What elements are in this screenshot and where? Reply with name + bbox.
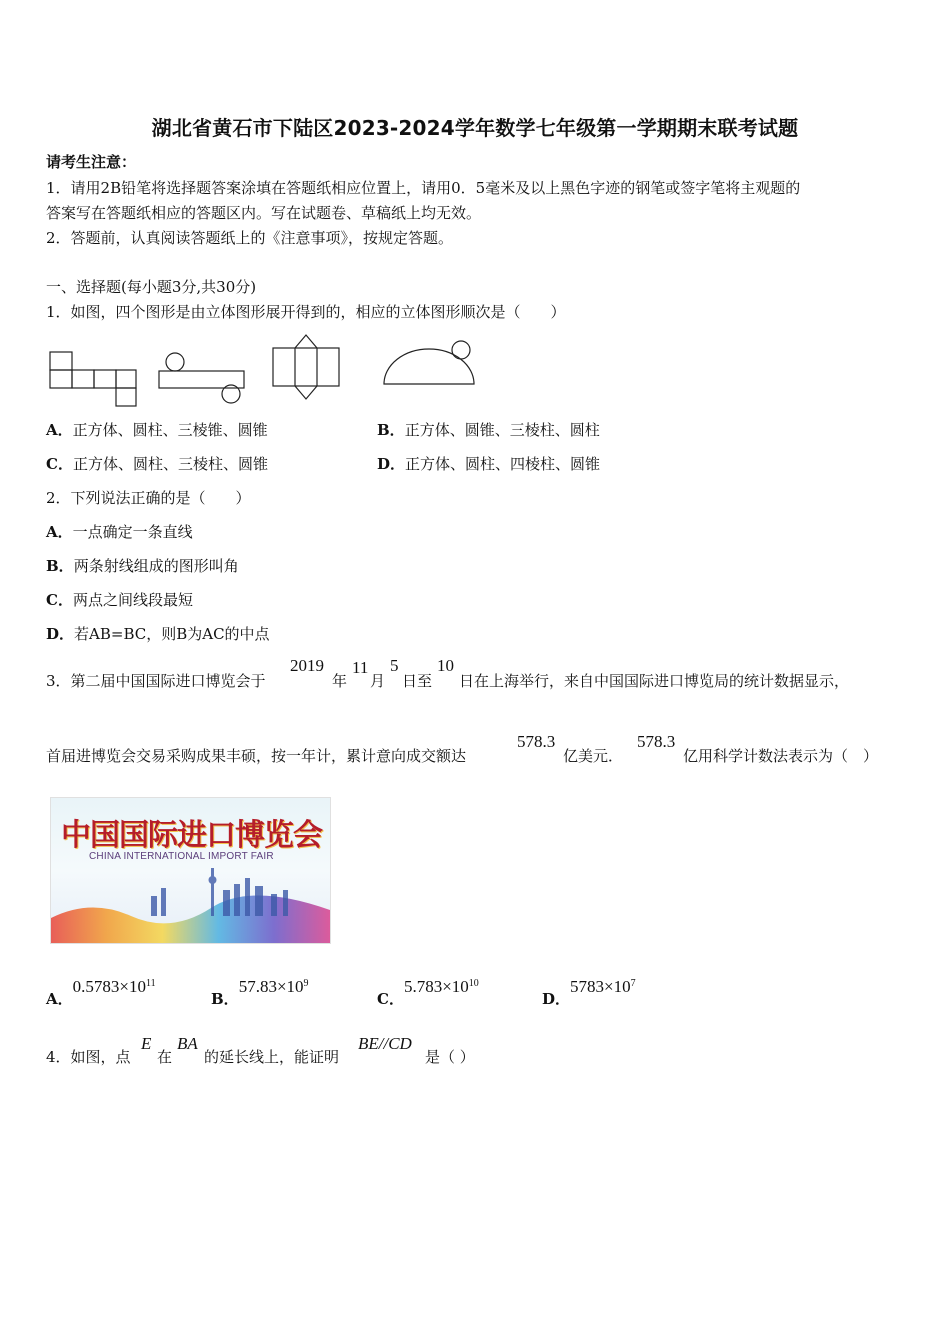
question-1-stem: 1．如图，四个图形是由立体图形展开得到的，相应的立体图形顺次是（ ） (46, 303, 566, 321)
option-label: A． (46, 990, 73, 1008)
q3-amount-1: 578.3 (517, 732, 556, 751)
q3-option-c[interactable] (377, 976, 479, 1008)
option-text: 正方体、圆柱、三棱柱、圆锥 (72, 455, 268, 473)
option-text: 两点之间线段最短 (72, 591, 193, 609)
option-text: 一点确定一条直线 (72, 523, 193, 541)
banner-title-cn: 中国国际进口博览会 (61, 818, 322, 853)
question-3-text-4: 亿美元． (563, 747, 624, 765)
option-label: B． (211, 990, 239, 1008)
question-3-text-3: 首届进博览会交易采购成果丰硕，按一年计，累计意向成交额达 (46, 747, 467, 765)
question-4-text-1: 4．如图，点 (46, 1048, 131, 1066)
q3-amount-2: 578.3 (637, 732, 676, 751)
banner-title-en: CHINA INTERNATIONAL IMPORT FAIR (89, 851, 274, 862)
question-3-text-1: 3．第二届中国国际进口博览会于 (46, 672, 266, 690)
q3-month: 11 (352, 658, 369, 677)
option-label: A． (46, 523, 73, 541)
option-label: D． (46, 625, 75, 643)
option-base: 5783×10 (570, 977, 631, 996)
option-exponent: 10 (468, 978, 479, 989)
notice-item-1-cont: 答案写在答题纸相应的答题区内。写在试题卷、草稿纸上均无效。 (46, 204, 482, 222)
q3-day-unit: 日至 (402, 672, 433, 690)
option-label: B． (46, 557, 74, 575)
cone-net-figure (384, 341, 474, 384)
question-4-text-3: 的延长线上，能证明 (204, 1048, 340, 1066)
option-label: A． (46, 421, 73, 439)
q3-option-d[interactable] (542, 976, 636, 1008)
option-label: D． (377, 455, 406, 473)
option-exponent: 11 (145, 978, 156, 989)
q4-line-ba: BA (177, 1034, 198, 1053)
option-text: 正方体、圆锥、三棱柱、圆柱 (404, 421, 600, 439)
question-3-text-5: 亿用科学计数法表示为（ ） (683, 747, 879, 765)
q3-option-a[interactable] (46, 976, 156, 1008)
q1-option-c[interactable] (46, 453, 268, 474)
option-base: 5.783×10 (403, 977, 469, 996)
question-4-text-4: 是（ ） (425, 1048, 475, 1066)
net-figures-svg (46, 332, 486, 412)
option-label: C． (377, 990, 404, 1008)
option-label: C． (46, 455, 73, 473)
question-4-text-2: 在 (157, 1048, 173, 1066)
q4-relation: BE//CD (358, 1034, 412, 1053)
q2-option-d[interactable] (46, 623, 270, 644)
notice-heading: 请考生注意： (46, 153, 137, 171)
cylinder-net-figure (159, 353, 244, 403)
notice-item-1: 1．请用2B铅笔将选择题答案涂填在答题纸相应位置上，请用0．5毫米及以上黑色字迹的钢笔或签字笔将主观题的 (46, 179, 801, 197)
q3-month-unit: 月 (370, 672, 386, 690)
q1-option-d[interactable] (377, 453, 600, 474)
expo-banner-image (50, 797, 331, 944)
prism-net-figure (273, 335, 339, 399)
option-text: 若AB=BC，则B为AC的中点 (74, 625, 270, 643)
option-text: 正方体、圆柱、三棱锥、圆锥 (72, 421, 268, 439)
cube-net-figure (50, 352, 136, 406)
q1-option-b[interactable] (377, 419, 600, 440)
section-heading: 一、选择题(每小题3分,共30分) (46, 278, 257, 296)
option-label: D． (542, 990, 571, 1008)
question-1-figures (46, 332, 486, 412)
question-2-stem: 2．下列说法正确的是（ ） (46, 489, 251, 507)
notice-item-2: 2．答题前，认真阅读答题纸上的《注意事项》，按规定答题。 (46, 229, 454, 247)
option-text: 正方体、圆柱、四棱柱、圆锥 (405, 455, 601, 473)
page-title: 湖北省黄石市下陆区2023-2024学年数学七年级第一学期期末联考试题 (151, 116, 799, 140)
q3-option-b[interactable] (211, 976, 309, 1008)
q3-day-end: 10 (437, 656, 454, 675)
q2-option-a[interactable] (46, 521, 193, 542)
q3-day-start: 5 (390, 656, 399, 675)
q4-point-e: E (141, 1034, 152, 1053)
option-label: C． (46, 591, 73, 609)
option-text: 两条射线组成的图形叫角 (73, 557, 239, 575)
option-base: 0.5783×10 (72, 977, 146, 996)
option-base: 57.83×10 (238, 977, 304, 996)
q1-option-a[interactable] (46, 419, 268, 440)
question-3-text-2: 日在上海举行，来自中国国际进口博览局的统计数据显示， (459, 672, 850, 690)
q2-option-c[interactable] (46, 589, 193, 610)
q2-option-b[interactable] (46, 555, 239, 576)
q3-year-unit: 年 (332, 672, 348, 690)
option-exponent: 7 (630, 978, 636, 989)
option-exponent: 9 (303, 978, 309, 989)
option-label: B． (377, 421, 405, 439)
q3-year: 2019 (290, 656, 324, 675)
